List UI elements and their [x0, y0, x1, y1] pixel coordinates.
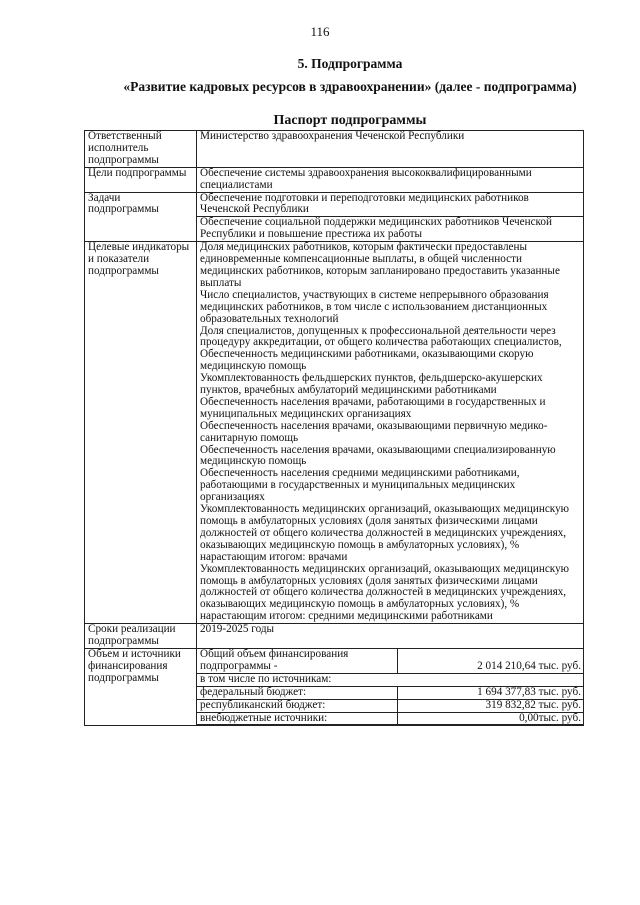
indicator-item: Доля специалистов, допущенных к профессиональной деятельности через процедуру аккредитации, от общего количества работающих специалистов, [200, 324, 562, 349]
indicators-value [197, 242, 584, 624]
funding-total-label: Общий объем финансирования подпрограммы - [197, 649, 398, 673]
indicator-item: Обеспеченность населения средними медицинскими работниками, работающими в государственных и муниципальных медицинских организациях [200, 467, 520, 504]
section-title: 5. Подпрограмма [297, 56, 403, 71]
terms-label: Сроки реализации подпрограммы [85, 624, 197, 649]
indicator-item: Доля медицинских работников, которым фактически предоставлены единовременные компенсационные выплаты, в общей численности медицинских работников, которым запланировано предоставить указанные выплаты [200, 241, 560, 289]
indicator-item: Укомплектованность фельдшерских пунктов, фельдшерско-акушерских пунктов, врачебных амбулаторий медицинскими работниками [200, 372, 543, 397]
funding-source-label: внебюджетные источники: [197, 712, 398, 725]
executor-label: Ответственный исполнитель подпрограммы [85, 131, 197, 168]
row-terms [85, 624, 584, 649]
funding-by-source-label: в том числе по источникам: [197, 673, 583, 686]
task-item: Обеспечение социальной поддержки медицинских работников Чеченской Республики и повышение престижа их работы [197, 217, 584, 242]
indicator-item: Укомплектованность медицинских организаций, оказывающих медицинскую помощь в амбулаторных условиях (доля занятых физическими лицами должностей от общего количества должностей в медицинских учреждениях, оказывающих медицинскую помощь в амбулаторных условиях), % нарастающим итогом: врачами [200, 503, 570, 563]
funding-source-amount: 1 694 377,83 тыс. руб. [398, 686, 583, 699]
executor-value: Министерство здравоохранения Чеченской Республики [197, 131, 584, 168]
passport-table [84, 130, 584, 726]
funding-source-label: федеральный бюджет: [197, 686, 398, 699]
page-number: 116 [310, 24, 330, 39]
funding-table [197, 649, 583, 725]
indicator-item: Число специалистов, участвующих в системе непрерывного образования медицинских работников, в том числе с использованием дистанционных образовательных технологий [200, 288, 549, 325]
task-item: Обеспечение подготовки и переподготовки медицинских работников Чеченской Республики [197, 192, 584, 217]
funding-value [197, 648, 584, 725]
indicator-item: Укомплектованность медицинских организаций, оказывающих медицинскую помощь в амбулаторных условиях (доля занятых физическими лицами должностей от общего количества должностей в медицинских учреждениях, оказывающих медицинскую помощь в амбулаторных условиях), % нарастающим итогом: средними медицинскими работниками [200, 562, 570, 623]
indicator-item: Обеспеченность населения врачами, оказывающими первичную медико-санитарную помощь [200, 419, 548, 444]
funding-source-amount: 0,00тыс. руб. [398, 712, 583, 725]
funding-source-row [197, 699, 583, 712]
row-funding [85, 648, 584, 725]
funding-label: Объем и источники финансирования подпрограммы [85, 648, 197, 725]
terms-value: 2019-2025 годы [197, 624, 584, 649]
row-goals [85, 167, 584, 192]
indicator-item: Обеспеченность медицинскими работниками, оказывающими скорую медицинскую помощь [200, 348, 534, 373]
indicators-label: Целевые индикаторы и показатели подпрограммы [85, 242, 197, 624]
funding-by-source-row [197, 673, 583, 686]
row-indicators [85, 242, 584, 624]
funding-total-amount: 2 014 210,64 тыс. руб. [398, 649, 583, 673]
funding-source-row [197, 712, 583, 725]
tasks-label: Задачи подпрограммы [85, 192, 197, 242]
passport-title: Паспорт подпрограммы [273, 113, 427, 128]
row-tasks-1 [85, 192, 584, 217]
goals-label: Цели подпрограммы [85, 167, 197, 192]
goals-value: Обеспечение системы здравоохранения высококвалифицированными специалистами [197, 167, 584, 192]
funding-source-row [197, 686, 583, 699]
subprogram-title: «Развитие кадровых ресурсов в здравоохранении» (далее - подпрограмма) [123, 79, 577, 94]
funding-source-amount: 319 832,82 тыс. руб. [398, 699, 583, 712]
row-executor [85, 131, 584, 168]
indicator-item: Обеспеченность населения врачами, оказывающими специализированную медицинскую помощь [200, 443, 556, 468]
funding-source-label: республиканский бюджет: [197, 699, 398, 712]
indicator-item: Обеспеченность населения врачами, работающими в государственных и муниципальных медицинских организациях [200, 395, 546, 420]
funding-total-row [197, 649, 583, 673]
